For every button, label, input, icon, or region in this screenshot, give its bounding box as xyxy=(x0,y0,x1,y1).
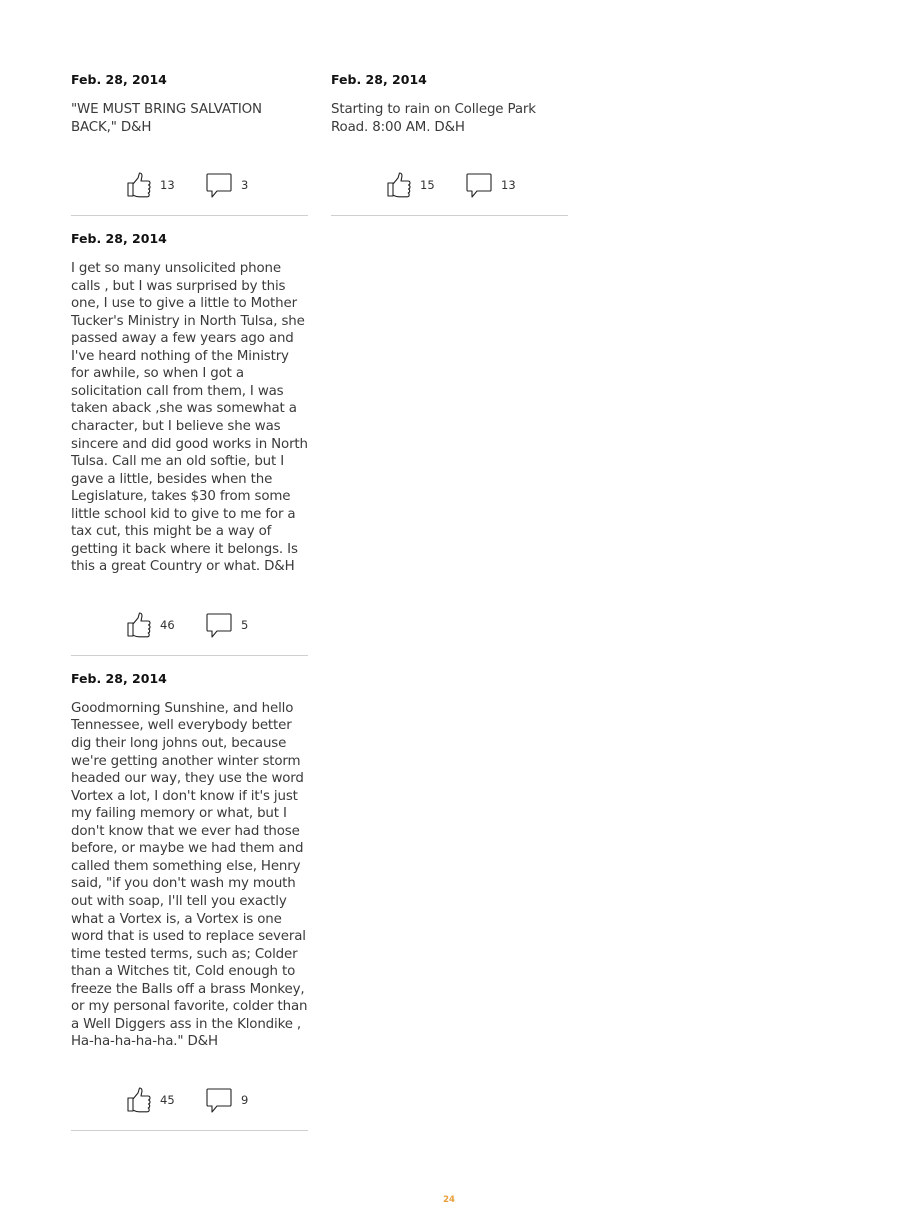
speech-bubble-icon xyxy=(205,611,233,639)
like-button[interactable] xyxy=(126,171,205,199)
thumbs-up-icon xyxy=(126,611,152,639)
like-count: 15 xyxy=(420,178,435,193)
post-actions xyxy=(71,170,308,200)
thumbs-up-icon xyxy=(126,1086,152,1114)
comment-button[interactable] xyxy=(205,1086,248,1114)
comment-count: 3 xyxy=(241,178,249,193)
post xyxy=(331,71,568,216)
like-count: 46 xyxy=(160,617,175,632)
like-count: 13 xyxy=(160,178,175,193)
post-actions xyxy=(331,170,568,200)
thumbs-up-icon xyxy=(126,171,152,199)
comment-count: 5 xyxy=(241,617,249,632)
post-date: Feb. 28, 2014 xyxy=(71,231,167,247)
post-date: Feb. 28, 2014 xyxy=(71,72,167,87)
like-button[interactable] xyxy=(126,1086,205,1114)
post xyxy=(71,71,308,216)
thumbs-up-icon xyxy=(386,171,412,199)
comment-button[interactable] xyxy=(205,171,248,199)
post-text: I get so many unsolicited phone calls , but I was surprised by this one, I use to give a little to Mother Tucker's Ministry in North Tulsa, she passed away a few years ago and I've heard nothing of the Ministry for awhile, so when I got a solicitation call from them, I was taken aback ,she was somewhat a character, but I believe she was sincere and did good works in North Tulsa. Call me an old softie, but I gave a little, besides when the Legislature, takes $30 from some little school kid to give to me for a tax cut, this might be a way of getting it back where it belongs. Is this a great Country or what. D&H xyxy=(71,261,308,575)
comment-button[interactable] xyxy=(465,171,516,199)
like-count: 45 xyxy=(160,1092,175,1107)
speech-bubble-icon xyxy=(465,171,493,199)
right-column xyxy=(331,70,568,230)
like-button[interactable] xyxy=(126,611,205,639)
post-text: Goodmorning Sunshine, and hello Tennessee, well everybody better dig their long johns out, because we're getting another winter storm headed our way, they use the word Vortex a lot, I don't know if it's just my failing memory or what, but I don't know that we ever had those before, or maybe we had them and called them something else, Henry said, "if you don't wash my mouth out with soap, I'll tell you exactly what a Vortex is, a Vortex is one word that is used to replace several time tested terms, such as; Colder than a Witches tit, Cold enough to freeze the Balls off a brass Monkey, or my personal favorite, colder than a Well Diggers ass in the Klondike , Ha-ha-ha-ha-ha." D&H xyxy=(71,700,308,1050)
post-date: Feb. 28, 2014 xyxy=(331,72,427,87)
post xyxy=(71,230,308,656)
post-text: "WE MUST BRING SALVATION BACK," D&H xyxy=(71,102,262,135)
comment-button[interactable] xyxy=(205,611,248,639)
post-text: Starting to rain on College Park Road. 8:00 AM. D&H xyxy=(331,102,536,135)
comment-count: 9 xyxy=(241,1092,249,1107)
post-actions xyxy=(71,610,308,640)
comment-count: 13 xyxy=(501,178,516,193)
like-button[interactable] xyxy=(386,171,465,199)
speech-bubble-icon xyxy=(205,171,233,199)
post-date: Feb. 28, 2014 xyxy=(71,670,167,686)
page-number: 24 xyxy=(443,1195,455,1205)
speech-bubble-icon xyxy=(205,1086,233,1114)
left-column xyxy=(71,70,308,1145)
post xyxy=(71,670,308,1131)
post-actions xyxy=(71,1085,308,1115)
